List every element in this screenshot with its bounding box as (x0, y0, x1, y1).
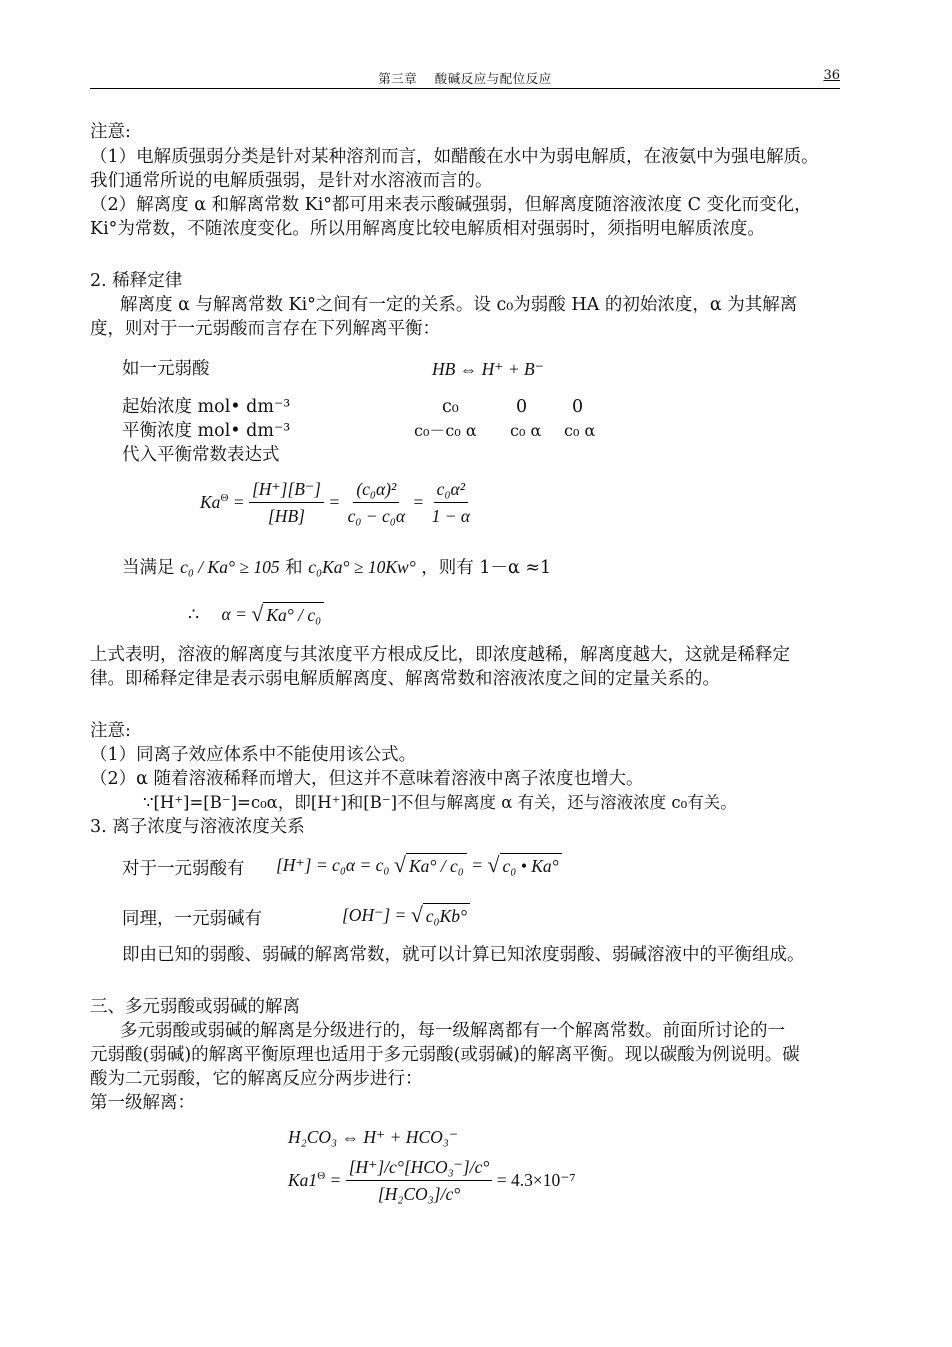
condition-suffix: ，则有 1－α ≈1 (421, 558, 552, 578)
carbonic-acid-equation: H₂CO₃ ⇔ H⁺ + HCO₃⁻ (288, 1127, 459, 1147)
ka1-symbol: $Ka1^\Theta$ = (288, 1170, 342, 1190)
note-heading: 注意: (90, 122, 131, 142)
section-heading-polyprotic: 三、多元弱酸或弱碱的解离 (90, 997, 300, 1017)
note-2-item-2: （2）α 随着溶液稀释而增大，但这并不意味着溶液中离子浓度也增大。 (90, 769, 644, 789)
initial-value-h: 0 (516, 397, 528, 417)
alpha-formula (188, 602, 324, 627)
ka1-numerator: [H⁺]/c°[HCO₃⁻]/c° (346, 1156, 493, 1181)
dissociation-equation: HB ⇔ H⁺ + B⁻ (432, 359, 544, 379)
ka1-denominator: [H₂CO₃]/c° (377, 1184, 461, 1204)
ka-numerator-1: [H⁺][B⁻] (249, 478, 324, 503)
page-number: 36 (823, 68, 840, 83)
ion-concentration-summary: 即由已知的弱酸、弱碱的解离常数，就可以计算已知浓度弱酸、弱碱溶液中的平衡组成。 (122, 945, 805, 965)
ka-fraction-3 (429, 478, 474, 527)
alpha-radicand: Ka° / c₀ (263, 602, 324, 627)
alpha-lhs: α = (221, 604, 247, 624)
note-paragraph-2-line-1: （2）解离度 α 和解离常数 Ki°都可用来表示酸碱强弱，但解离度随溶液浓度 C 变化而变化， (90, 195, 812, 215)
condition-b: c₀Ka° ≥ 10Kw° (308, 557, 416, 577)
weak-acid-ion-label: 对于一元弱酸有 (122, 859, 245, 879)
page-header (90, 66, 840, 89)
section-heading-dilution: 2. 稀释定律 (90, 271, 183, 291)
ka-expression: $Ka^\Theta$ = $\frac{[H^+][B^-]}{[HB]}$ = $\frac{\text{(c₀α)²}}{\text{c₀ − c₀α}}$ = $\frac{\text{c₀α²}}{1 - \alpha}$ (200, 478, 473, 527)
weak-acid-label: 如一元弱酸 (122, 359, 210, 379)
note-2-item-1: （1）同离子效应体系中不能使用该公式。 (90, 745, 417, 765)
ka-numerator-3: c₀α² (434, 478, 468, 503)
first-dissociation-label: 第一级解离： (90, 1093, 195, 1113)
note-heading-2: 注意: (90, 721, 131, 741)
polyprotic-para-line-3: 酸为二元弱酸，它的解离反应分两步进行： (90, 1069, 423, 1089)
condition-prefix: 当满足 (122, 558, 175, 578)
ka1-fraction (346, 1156, 493, 1205)
initial-concentration-label: 起始浓度 mol• dm⁻³ (122, 397, 291, 417)
h-ion-radicand-2: c₀ • Ka° (500, 853, 562, 878)
h-ion-radicand-1: Ka° / c₀ (406, 853, 467, 878)
dilution-intro-line-1: 解离度 α 与解离常数 Ki°之间有一定的关系。设 c₀为弱酸 HA 的初始浓度，α 为其解离 (120, 295, 798, 315)
chapter-title: 第三章 酸碱反应与配位反应 (378, 71, 552, 86)
initial-value-c0: c₀ (442, 397, 459, 417)
equilibrium-value-h: c₀ α (510, 421, 542, 440)
h-ion-sqrt-1: √ Ka° / c₀ (394, 853, 467, 878)
therefore-symbol: ∴ (188, 604, 200, 624)
ka-numerator-2: (c₀α)² (353, 478, 399, 503)
ka1-expression (288, 1156, 576, 1205)
equilibrium-value-b: c₀ α (564, 421, 596, 440)
note-2-item-3: ∵[H⁺]=[B⁻]=c₀α，即[H⁺]和[B⁻]不但与解离度 α 有关，还与溶液浓度 c₀有关。 (143, 793, 737, 812)
h-ion-formula (276, 853, 562, 878)
oh-ion-lhs: [OH⁻] = (342, 905, 407, 925)
oh-ion-formula (342, 903, 470, 928)
ka-symbol: $Ka^\Theta$ = (200, 492, 245, 512)
ka-fraction-2 (345, 478, 408, 527)
condition-line (122, 556, 551, 579)
h-ion-sqrt-2: √ c₀ • Ka° (487, 853, 561, 878)
h-ion-lhs: [H⁺] = c₀α = c₀ (276, 855, 390, 875)
note-paragraph-1-line-1: （1）电解质强弱分类是针对某种溶剂而言，如醋酸在水中为弱电解质，在液氨中为强电解质。 (90, 147, 819, 167)
ka1-value: = 4.3×10⁻⁷ (496, 1170, 576, 1190)
weak-base-ion-label: 同理，一元弱碱有 (122, 909, 262, 929)
equilibrium-value-hb: c₀－c₀ α (414, 421, 477, 440)
ka-denominator-3: 1 − α (431, 506, 471, 526)
ka-denominator-2: c₀ − c₀α (347, 506, 406, 526)
note-paragraph-1-line-2: 我们通常所说的电解质强弱，是针对水溶液而言的。 (90, 171, 493, 191)
alpha-sqrt: √ Ka° / c₀ (251, 602, 324, 627)
oh-ion-sqrt: √ c₀Kb° (411, 903, 470, 928)
polyprotic-para-line-2: 元弱酸(弱碱)的解离平衡原理也适用于多元弱酸(或弱碱)的解离平衡。现以碳酸为例说明。碳 (90, 1045, 800, 1065)
initial-value-b: 0 (572, 397, 584, 417)
conclusion-line-1: 上式表明，溶液的解离度与其浓度平方根成反比，即浓度越稀，解离度越大，这就是稀释定 (90, 645, 790, 665)
ka-denominator-1: [HB] (268, 506, 305, 526)
section-heading-ion-concentration: 3. 离子浓度与溶液浓度关系 (90, 817, 305, 837)
conclusion-line-2: 律。即稀释定律是表示弱电解质解离度、解离常数和溶液浓度之间的定量关系的。 (90, 669, 720, 689)
condition-a: c₀ / Ka° ≥ 105 (180, 557, 280, 577)
h-ion-equals: = (471, 855, 484, 875)
note-paragraph-2-line-2: Ki°为常数，不随浓度变化。所以用解离度比较电解质相对强弱时，须指明电解质浓度。 (90, 219, 765, 239)
substitute-label: 代入平衡常数表达式 (122, 445, 280, 465)
polyprotic-para-line-1: 多元弱酸或弱碱的解离是分级进行的，每一级解离都有一个解离常数。前面所讨论的一 (120, 1021, 785, 1041)
oh-ion-radicand: c₀Kb° (423, 903, 470, 928)
equilibrium-concentration-label: 平衡浓度 mol• dm⁻³ (122, 421, 291, 441)
dilution-intro-line-2: 度，则对于一元弱酸而言存在下列解离平衡： (90, 319, 440, 339)
ka-fraction-1 (249, 478, 324, 527)
condition-and: 和 (285, 558, 303, 578)
